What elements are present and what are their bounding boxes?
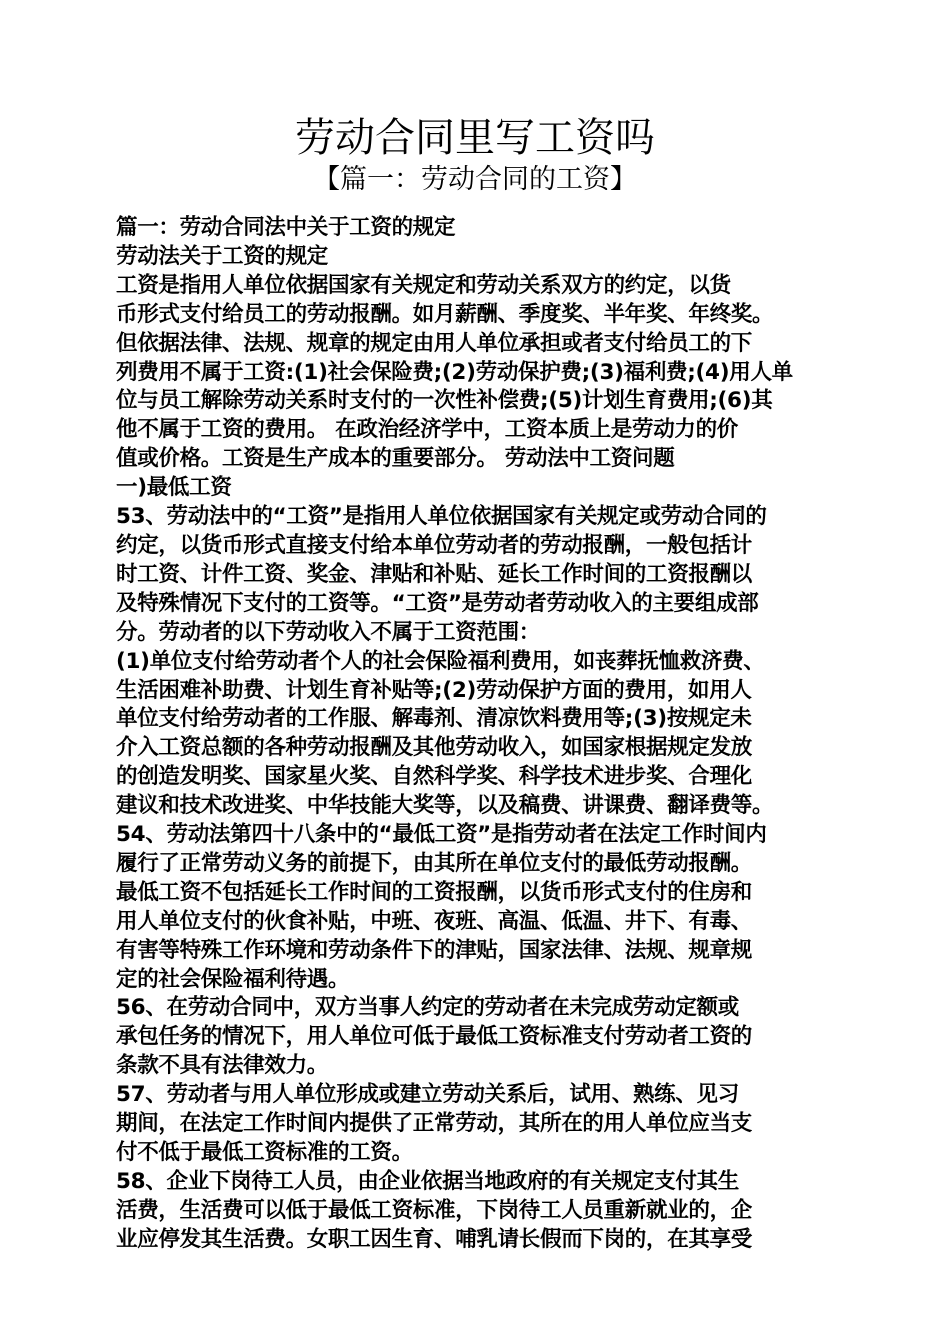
body-line: 的创造发明奖、国家星火奖、自然科学奖、科学技术进步奖、合理化 <box>116 764 753 790</box>
body-line: 58、企业下岗待工人员，由企业依据当地政府的有关规定支付其生 <box>116 1168 739 1194</box>
body-line: 时工资、计件工资、奖金、津贴和补贴、延长工作时间的工资报酬以 <box>116 561 753 587</box>
body-line: 建议和技术改进奖、中华技能大奖等，以及稿费、讲课费、翻译费等。 <box>116 793 774 819</box>
body-line: 列费用不属于工资:(1)社会保险费;(2)劳动保护费;(3)福利费;(4)用人单 <box>116 359 793 385</box>
body-line: 分。劳动者的以下劳动收入不属于工资范围： <box>116 619 541 645</box>
body-line: 57、劳动者与用人单位形成或建立劳动关系后，试用、熟练、见习 <box>116 1082 739 1108</box>
document-subtitle: 【篇一：劳动合同的工资】 <box>313 164 637 195</box>
body-line: 他不属于工资的费用。 在政治经济学中，工资本质上是劳动力的价 <box>116 417 738 443</box>
body-line: 53、劳动法中的“工资”是指用人单位依据国家有关规定或劳动合同的 <box>116 504 767 530</box>
body-line: 54、劳动法第四十八条中的“最低工资”是指劳动者在法定工作时间内 <box>116 822 767 848</box>
body-line: 活费，生活费可以低于最低工资标准，下岗待工人员重新就业的，企 <box>116 1197 753 1223</box>
body-line: 付不低于最低工资标准的工资。 <box>116 1140 413 1165</box>
body-line: 一)最低工资 <box>116 475 232 501</box>
body-line: 承包任务的情况下，用人单位可低于最低工资标准支付劳动者工资的 <box>116 1024 753 1050</box>
body-line: 期间，在法定工作时间内提供了正常劳动，其所在的用人单位应当支 <box>116 1111 753 1137</box>
body-line: 篇一：劳动合同法中关于工资的规定 <box>116 215 456 240</box>
body-line: 位与员工解除劳动关系时支付的一次性补偿费;(5)计划生育费用;(6)其 <box>116 388 773 414</box>
body-line: 约定，以货币形式直接支付给本单位劳动者的劳动报酬，一般包括计 <box>116 532 753 558</box>
body-line: 56、在劳动合同中，双方当事人约定的劳动者在未完成劳动定额或 <box>116 995 739 1021</box>
body-line: 有害等特殊工作环境和劳动条件下的津贴，国家法律、法规、规章规 <box>116 937 753 963</box>
body-line: 业应停发其生活费。女职工因生育、哺乳请长假而下岗的，在其享受 <box>116 1226 753 1252</box>
body-line: 定的社会保险福利待遇。 <box>116 966 350 992</box>
body-line: 生活困难补助费、计划生育补贴等;(2)劳动保护方面的费用，如用人 <box>116 677 752 703</box>
body-line: 工资是指用人单位依据国家有关规定和劳动关系双方的约定，以货 <box>116 272 731 298</box>
body-line: 但依据法律、法规、规章的规定由用人单位承担或者支付给员工的下 <box>116 330 753 356</box>
body-line: 条款不具有法律效力。 <box>116 1053 329 1079</box>
body-line: 单位支付给劳动者的工作服、解毒剂、清凉饮料费用等;(3)按规定未 <box>116 706 752 732</box>
body-line: (1)单位支付给劳动者个人的社会保险福利费用，如丧葬抚恤救济费、 <box>116 648 765 674</box>
body-line: 值或价格。工资是生产成本的重要部分。 劳动法中工资问题 <box>116 446 675 472</box>
body-line: 劳动法关于工资的规定 <box>116 243 329 269</box>
body-line: 用人单位支付的伙食补贴，中班、夜班、高温、低温、井下、有毒、 <box>116 908 753 934</box>
body-line: 及特殊情况下支付的工资等。“工资”是劳动者劳动收入的主要组成部 <box>116 590 759 616</box>
body-line: 介入工资总额的各种劳动报酬及其他劳动收入，如国家根据规定发放 <box>116 735 753 761</box>
document-title: 劳动合同里写工资吗 <box>295 115 655 161</box>
body-line: 币形式支付给员工的劳动报酬。如月薪酬、季度奖、半年奖、年终奖。 <box>116 301 774 327</box>
body-line: 最低工资不包括延长工作时间的工资报酬，以货币形式支付的住房和 <box>116 879 753 905</box>
document-body <box>116 214 840 1255</box>
body-line: 履行了正常劳动义务的前提下，由其所在单位支付的最低劳动报酬。 <box>116 850 753 876</box>
